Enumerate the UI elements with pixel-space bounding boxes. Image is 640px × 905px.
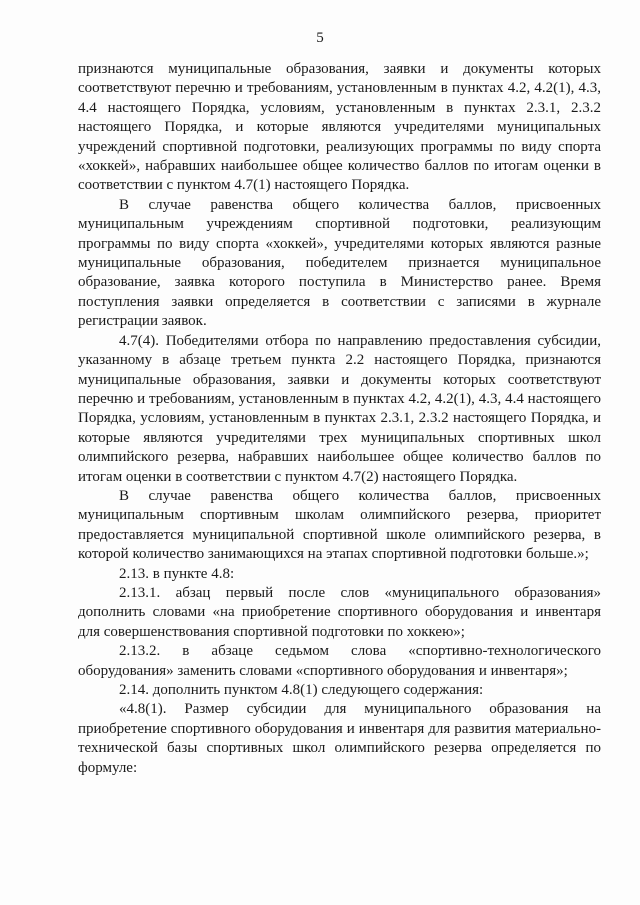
document-body <box>78 60 601 778</box>
paragraph-2-13: 2.13. в пункте 4.8: <box>119 565 235 582</box>
paragraph-tie-rule-hockey: В случае равенства общего количества баллов, присвоенных муниципальным учреждениям спортивной подготовки, реализующим программы по виду спорта «хоккей», учредителями которых являются разные муниципальные образования, победителем признается муниципальное образование, заявка которого поступила в Министерство ранее. Время поступления заявки определяется в соответствии с записями в журнале регистрации заявок. <box>78 196 601 330</box>
paragraph-2-13-2: 2.13.2. в абзаце седьмом слова «спортивно-технологического оборудования» заменить словами «спортивного оборудования и инвентаря»; <box>78 643 601 679</box>
paragraph-4-7-4: 4.7(4). Победителями отбора по направлению предоставления субсидии, указанному в абзаце третьем пункта 2.2 настоящего Порядка, признаются муниципальные образования, заявки и документы которых соответствуют перечню и требованиям, установленным в пунктах 4.2, 4.2(1), 4.3, 4.4 настоящего Порядка, условиям, установленным в пунктах 2.3.1, 2.3.2 настоящего Порядка, и которые являются учредителями трех муниципальных спортивных школ олимпийского резерва, набравших наибольшее общее количество баллов по итогам оценки в соответствии с пунктом 4.7(2) настоящего Порядка. <box>78 332 601 485</box>
paragraph-2-13-1: 2.13.1. абзац первый после слов «муниципального образования» дополнить словами «на приобретение спортивного оборудования и инвентаря для совершенствования спортивной подготовки по хоккею»; <box>78 584 601 640</box>
paragraph-4-8-1: «4.8(1). Размер субсидии для муниципального образования на приобретение спортивного оборудования и инвентаря для развития материально-технической базы спортивных школ олимпийского резерва определяется по формуле: <box>78 701 601 776</box>
paragraph-continuation: признаются муниципальные образования, заявки и документы которых соответствуют перечню и требованиям, установленным в пунктах 4.2, 4.2(1), 4.3, 4.4 настоящего Порядка, условиям, установленным в пунктах 2.3.1, 2.3.2 настоящего Порядка, и которые являются учредителями муниципальных учреждений спортивной подготовки, реализующих программы по виду спорта «хоккей», набравших наибольшее общее количество баллов по итогам оценки в соответствии с пунктом 4.7(1) настоящего Порядка. <box>78 61 601 194</box>
page-number: 5 <box>316 30 324 46</box>
paragraph-2-14: 2.14. дополнить пунктом 4.8(1) следующего содержания: <box>119 682 484 698</box>
paragraph-tie-rule-schools: В случае равенства общего количества баллов, присвоенных муниципальным спортивным школам олимпийского резерва, приоритет предоставляется муниципальной спортивной школе олимпийского резерва, в которой количество занимающихся на этапах спортивной подготовки больше.»; <box>78 487 601 563</box>
